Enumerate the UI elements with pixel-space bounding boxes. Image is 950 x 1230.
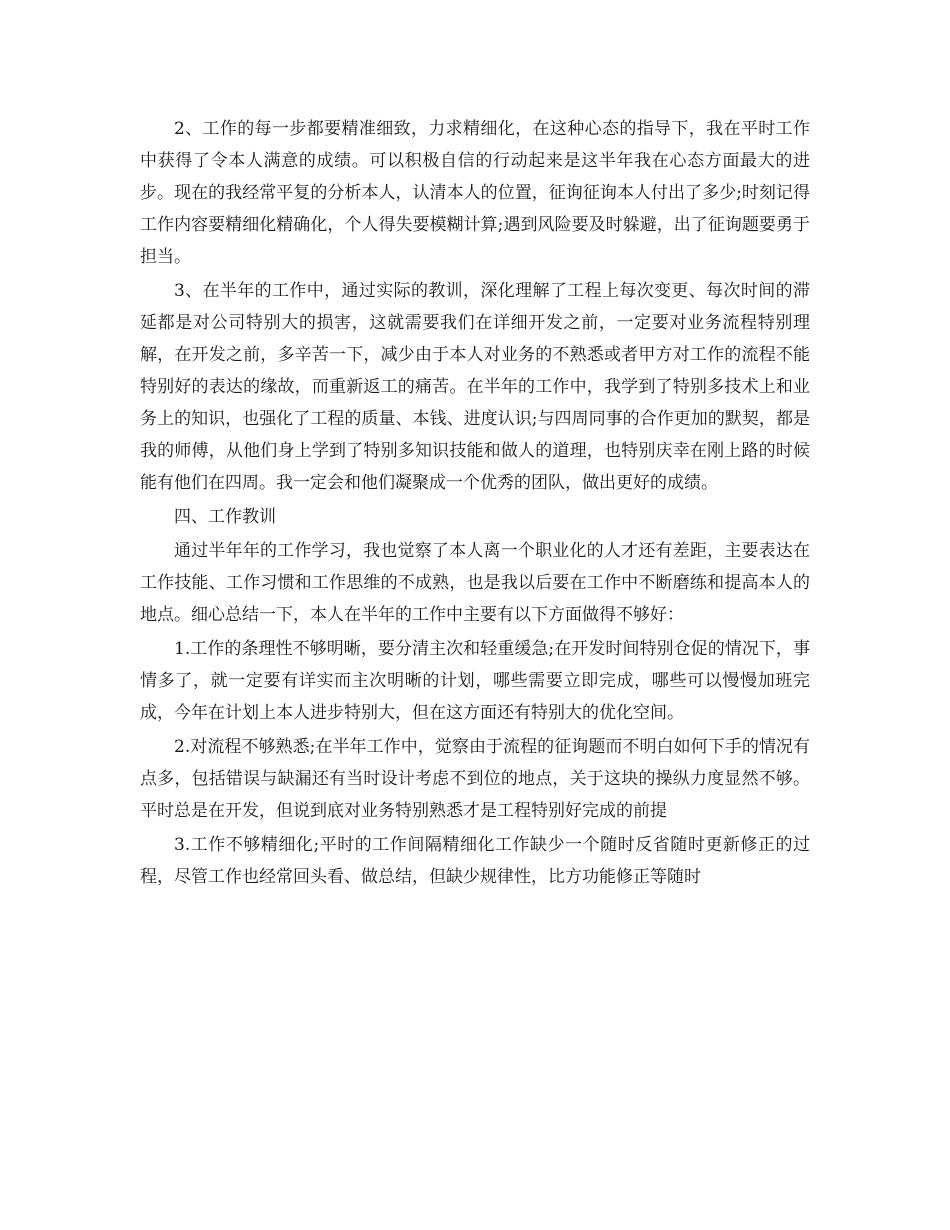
paragraph-lesson-3: 3.工作不够精细化;平时的工作间隔精细化工作缺少一个随时反省随时更新修正的过程，尽管工作也经常回头看、做总结，但缺少规律性，比方功能修正等随时 [140,835,810,887]
paragraph-point-3: 3、在半年的工作中，通过实际的教训，深化理解了工程上每次变更、每次时间的滞延都是对公司特别大的损害，这就需要我们在详细开发之前，一定要对业务流程特别理解，在开发之前，多辛苦一下，减少由于本人对业务的不熟悉或者甲方对工作的流程不能特别好的表达的缘故，而重新返工的痛苦。在半年的工作中，我学到了特别多技术上和业务上的知识，也强化了工程的质量、本钱、进度认识;与四周同事的合作更加的默契，都是我的师傅，从他们身上学到了特别多知识技能和做人的道理，也特别庆幸在刚上路的时候能有他们在四周。我一定会和他们凝聚成一个优秀的团队，做出更好的成绩。 [140,281,810,493]
section-heading-lessons: 四、工作教训 [174,507,276,527]
document-page [140,113,810,895]
paragraph-point-2: 2、工作的每一步都要精准细致，力求精细化，在这种心态的指导下，我在平时工作中获得了令本人满意的成绩。可以积极自信的行动起来是这半年我在心态方面最大的进步。现在的我经常平复的分析本人，认清本人的位置，征询征询本人付出了多少;时刻记得工作内容要精细化精确化，个人得失要模糊计算;遇到风险要及时躲避，出了征询题要勇于担当。 [140,119,810,267]
paragraph-lessons-intro: 通过半年年的工作学习，我也觉察了本人离一个职业化的人才还有差距，主要表达在工作技能、工作习惯和工作思维的不成熟，也是我以后要在工作中不断磨练和提高本人的地点。细心总结一下，本人在半年的工作中主要有以下方面做得不够好： [140,541,810,625]
paragraph-lesson-2: 2.对流程不够熟悉;在半年工作中，觉察由于流程的征询题而不明白如何下手的情况有点多，包括错误与缺漏还有当时设计考虑不到位的地点，关于这块的操纵力度显然不够。平时总是在开发，但说到底对业务特别熟悉才是工程特别好完成的前提 [140,737,810,821]
paragraph-lesson-1: 1.工作的条理性不够明晰，要分清主次和轻重缓急;在开发时间特别仓促的情况下，事情多了，就一定要有详实而主次明晰的计划，哪些需要立即完成，哪些可以慢慢加班完成，今年在计划上本人进步特别大，但在这方面还有特别大的优化空间。 [140,639,810,723]
